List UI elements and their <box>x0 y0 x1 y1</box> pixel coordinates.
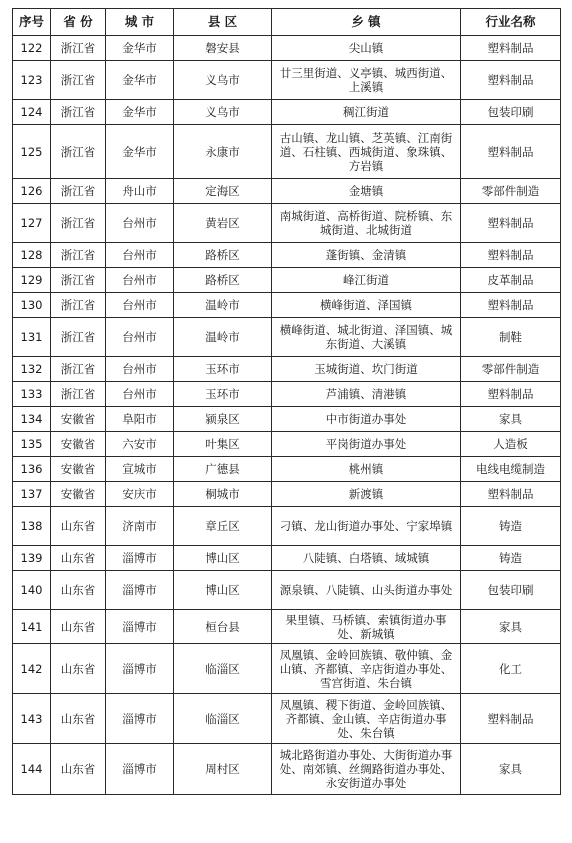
table-row <box>13 407 561 432</box>
table-row <box>13 644 561 694</box>
header-city: 城 市 <box>106 9 174 36</box>
row-county: 临淄区 <box>174 644 272 694</box>
table-row <box>13 457 561 482</box>
row-city: 淄博市 <box>106 571 174 610</box>
row-serial-number: 140 <box>13 571 51 610</box>
row-town: 果里镇、马桥镇、索镇街道办事处、新城镇 <box>272 610 461 644</box>
row-industry: 塑料制品 <box>461 125 561 179</box>
table-row <box>13 268 561 293</box>
table-row <box>13 546 561 571</box>
row-town: 古山镇、龙山镇、芝英镇、江南街道、石柱镇、西城街道、象珠镇、方岩镇 <box>272 125 461 179</box>
row-county: 颍泉区 <box>174 407 272 432</box>
row-serial-number: 144 <box>13 744 51 795</box>
row-serial-number: 128 <box>13 243 51 268</box>
row-town: 八陡镇、白塔镇、域城镇 <box>272 546 461 571</box>
header-town: 乡 镇 <box>272 9 461 36</box>
row-industry: 电线电缆制造 <box>461 457 561 482</box>
row-city: 金华市 <box>106 61 174 100</box>
row-province: 山东省 <box>51 546 106 571</box>
header-industry: 行业名称 <box>461 9 561 36</box>
row-county: 路桥区 <box>174 268 272 293</box>
table-row <box>13 243 561 268</box>
row-province: 浙江省 <box>51 204 106 243</box>
row-town: 凤凰镇、稷下街道、金岭回族镇、齐都镇、金山镇、辛店街道办事处、朱台镇 <box>272 694 461 744</box>
table-row <box>13 610 561 644</box>
row-town: 桃州镇 <box>272 457 461 482</box>
row-county: 温岭市 <box>174 293 272 318</box>
row-province: 安徽省 <box>51 407 106 432</box>
row-town: 中市街道办事处 <box>272 407 461 432</box>
row-city: 金华市 <box>106 125 174 179</box>
row-industry: 家具 <box>461 407 561 432</box>
row-province: 山东省 <box>51 610 106 644</box>
row-town: 横峰街道、城北街道、泽国镇、城东街道、大溪镇 <box>272 318 461 357</box>
row-province: 浙江省 <box>51 318 106 357</box>
row-serial-number: 142 <box>13 644 51 694</box>
row-city: 淄博市 <box>106 546 174 571</box>
row-industry: 零部件制造 <box>461 357 561 382</box>
table-row <box>13 694 561 744</box>
row-industry: 塑料制品 <box>461 61 561 100</box>
row-serial-number: 141 <box>13 610 51 644</box>
row-industry: 化工 <box>461 644 561 694</box>
row-province: 浙江省 <box>51 179 106 204</box>
row-province: 浙江省 <box>51 61 106 100</box>
row-serial-number: 134 <box>13 407 51 432</box>
row-city: 宣城市 <box>106 457 174 482</box>
row-province: 山东省 <box>51 694 106 744</box>
row-town: 稠江街道 <box>272 100 461 125</box>
row-city: 金华市 <box>106 100 174 125</box>
row-town: 平岗街道办事处 <box>272 432 461 457</box>
row-city: 淄博市 <box>106 694 174 744</box>
header-county: 县 区 <box>174 9 272 36</box>
row-county: 桓台县 <box>174 610 272 644</box>
table-row <box>13 36 561 61</box>
row-city: 淄博市 <box>106 744 174 795</box>
row-province: 浙江省 <box>51 243 106 268</box>
row-town: 金塘镇 <box>272 179 461 204</box>
row-town: 凤凰镇、金岭回族镇、敬仲镇、金山镇、齐都镇、辛店街道办事处、雪宫街道、朱台镇 <box>272 644 461 694</box>
header-serial-number: 序号 <box>13 9 51 36</box>
table-row <box>13 125 561 179</box>
row-county: 磐安县 <box>174 36 272 61</box>
row-industry: 家具 <box>461 744 561 795</box>
row-town: 蓬街镇、金清镇 <box>272 243 461 268</box>
row-county: 永康市 <box>174 125 272 179</box>
row-serial-number: 137 <box>13 482 51 507</box>
row-industry: 塑料制品 <box>461 36 561 61</box>
row-serial-number: 130 <box>13 293 51 318</box>
row-province: 山东省 <box>51 744 106 795</box>
row-serial-number: 143 <box>13 694 51 744</box>
row-town: 城北路街道办事处、大街街道办事处、南郊镇、丝绸路街道办事处、永安街道办事处 <box>272 744 461 795</box>
row-province: 浙江省 <box>51 357 106 382</box>
row-county: 博山区 <box>174 571 272 610</box>
row-industry: 塑料制品 <box>461 204 561 243</box>
row-province: 山东省 <box>51 507 106 546</box>
table-row <box>13 482 561 507</box>
row-city: 济南市 <box>106 507 174 546</box>
row-province: 安徽省 <box>51 457 106 482</box>
row-serial-number: 132 <box>13 357 51 382</box>
row-serial-number: 135 <box>13 432 51 457</box>
table-row <box>13 744 561 795</box>
table-row <box>13 293 561 318</box>
table-row <box>13 357 561 382</box>
row-town: 横峰街道、泽国镇 <box>272 293 461 318</box>
row-town: 刁镇、龙山街道办事处、宁家埠镇 <box>272 507 461 546</box>
row-serial-number: 125 <box>13 125 51 179</box>
row-city: 淄博市 <box>106 610 174 644</box>
row-serial-number: 139 <box>13 546 51 571</box>
row-serial-number: 129 <box>13 268 51 293</box>
table-header-row <box>13 9 561 36</box>
row-city: 台州市 <box>106 357 174 382</box>
row-province: 安徽省 <box>51 482 106 507</box>
row-town: 芦浦镇、清港镇 <box>272 382 461 407</box>
row-serial-number: 138 <box>13 507 51 546</box>
row-town: 南城街道、高桥街道、院桥镇、东城街道、北城街道 <box>272 204 461 243</box>
row-industry: 塑料制品 <box>461 293 561 318</box>
row-city: 舟山市 <box>106 179 174 204</box>
row-serial-number: 131 <box>13 318 51 357</box>
table-row <box>13 61 561 100</box>
row-county: 广德县 <box>174 457 272 482</box>
row-county: 周村区 <box>174 744 272 795</box>
row-city: 台州市 <box>106 204 174 243</box>
row-province: 浙江省 <box>51 100 106 125</box>
row-city: 六安市 <box>106 432 174 457</box>
row-city: 台州市 <box>106 243 174 268</box>
row-industry: 制鞋 <box>461 318 561 357</box>
industry-town-table-sheet <box>12 8 560 795</box>
row-serial-number: 126 <box>13 179 51 204</box>
row-county: 温岭市 <box>174 318 272 357</box>
row-county: 玉环市 <box>174 357 272 382</box>
row-industry: 零部件制造 <box>461 179 561 204</box>
row-industry: 家具 <box>461 610 561 644</box>
row-town: 玉城街道、坎门街道 <box>272 357 461 382</box>
row-serial-number: 127 <box>13 204 51 243</box>
row-industry: 塑料制品 <box>461 243 561 268</box>
table-body <box>13 36 561 795</box>
row-city: 台州市 <box>106 293 174 318</box>
table-row <box>13 382 561 407</box>
row-town: 峰江街道 <box>272 268 461 293</box>
row-county: 叶集区 <box>174 432 272 457</box>
row-industry: 塑料制品 <box>461 382 561 407</box>
row-town: 廿三里街道、义亭镇、城西街道、上溪镇 <box>272 61 461 100</box>
row-city: 阜阳市 <box>106 407 174 432</box>
table-row <box>13 179 561 204</box>
row-province: 浙江省 <box>51 36 106 61</box>
table-row <box>13 204 561 243</box>
row-county: 黄岩区 <box>174 204 272 243</box>
row-industry: 皮革制品 <box>461 268 561 293</box>
row-industry: 塑料制品 <box>461 482 561 507</box>
table-row <box>13 571 561 610</box>
row-province: 浙江省 <box>51 382 106 407</box>
row-city: 台州市 <box>106 268 174 293</box>
table-row <box>13 432 561 457</box>
row-city: 台州市 <box>106 382 174 407</box>
row-industry: 人造板 <box>461 432 561 457</box>
row-province: 浙江省 <box>51 293 106 318</box>
row-industry: 包装印刷 <box>461 571 561 610</box>
table-row <box>13 318 561 357</box>
row-industry: 铸造 <box>461 546 561 571</box>
row-city: 安庆市 <box>106 482 174 507</box>
row-serial-number: 123 <box>13 61 51 100</box>
header-province: 省 份 <box>51 9 106 36</box>
row-county: 博山区 <box>174 546 272 571</box>
row-province: 安徽省 <box>51 432 106 457</box>
row-city: 台州市 <box>106 318 174 357</box>
row-county: 临淄区 <box>174 694 272 744</box>
row-county: 桐城市 <box>174 482 272 507</box>
row-town: 新渡镇 <box>272 482 461 507</box>
row-town: 尖山镇 <box>272 36 461 61</box>
row-county: 路桥区 <box>174 243 272 268</box>
row-industry: 铸造 <box>461 507 561 546</box>
row-county: 玉环市 <box>174 382 272 407</box>
row-province: 浙江省 <box>51 268 106 293</box>
row-province: 浙江省 <box>51 125 106 179</box>
industry-town-table <box>12 8 561 795</box>
row-county: 义乌市 <box>174 61 272 100</box>
table-row <box>13 507 561 546</box>
row-province: 山东省 <box>51 644 106 694</box>
table-row <box>13 100 561 125</box>
row-industry: 塑料制品 <box>461 694 561 744</box>
row-serial-number: 133 <box>13 382 51 407</box>
row-province: 山东省 <box>51 571 106 610</box>
row-county: 定海区 <box>174 179 272 204</box>
row-county: 义乌市 <box>174 100 272 125</box>
row-serial-number: 136 <box>13 457 51 482</box>
row-city: 淄博市 <box>106 644 174 694</box>
row-city: 金华市 <box>106 36 174 61</box>
row-county: 章丘区 <box>174 507 272 546</box>
row-town: 源泉镇、八陡镇、山头街道办事处 <box>272 571 461 610</box>
row-serial-number: 124 <box>13 100 51 125</box>
row-serial-number: 122 <box>13 36 51 61</box>
row-industry: 包装印刷 <box>461 100 561 125</box>
